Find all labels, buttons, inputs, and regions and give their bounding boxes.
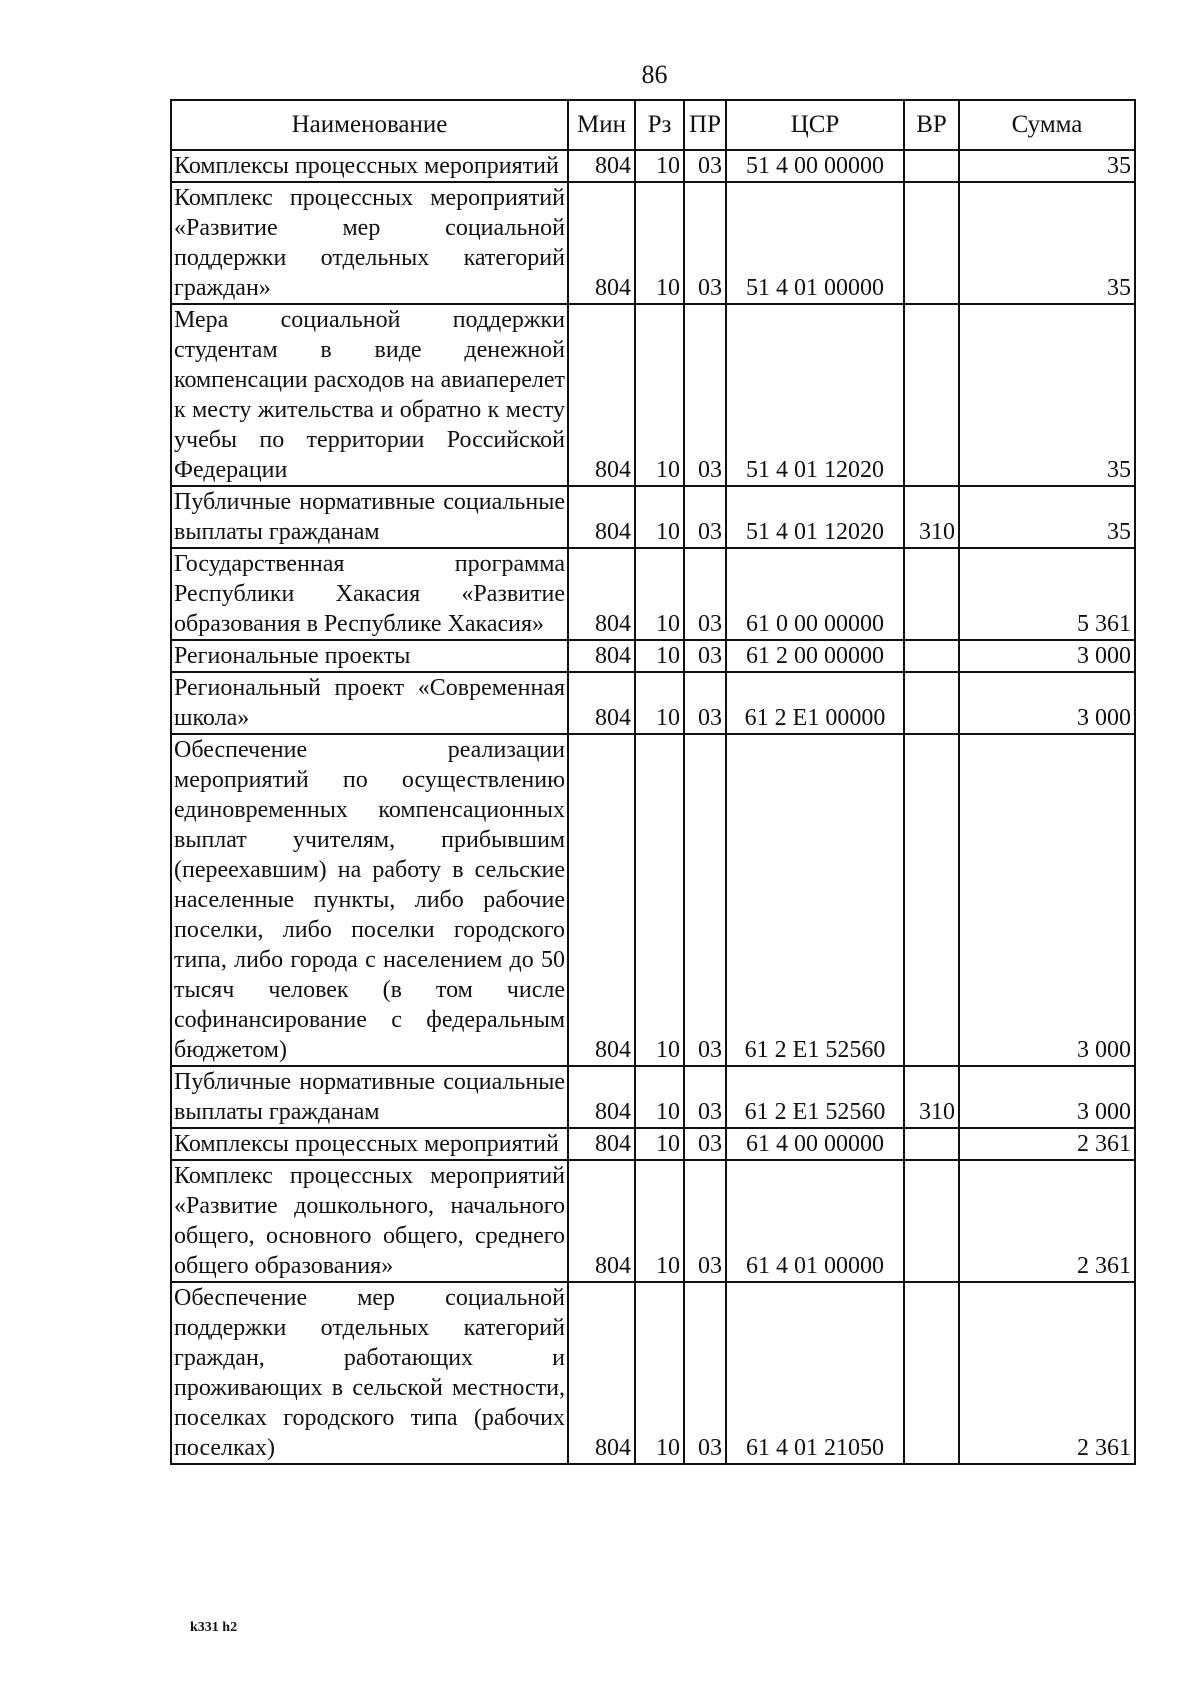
cell-csr: 61 0 00 00000 [726, 548, 904, 640]
cell-name: Обеспечение мер социальной поддержки отдельных категорий граждан, работающих и проживающих в сельской местности, поселках городского типа (рабочих поселках) [171, 1282, 568, 1464]
cell-min: 804 [568, 304, 635, 486]
cell-pr: 03 [684, 304, 726, 486]
table-body [171, 150, 1135, 1464]
cell-rz: 10 [635, 304, 684, 486]
cell-sum: 2 361 [959, 1128, 1135, 1160]
cell-vr [904, 640, 959, 672]
cell-pr: 03 [684, 734, 726, 1066]
header-name: Наименование [171, 100, 568, 150]
table-row [171, 1128, 1135, 1160]
cell-min: 804 [568, 486, 635, 548]
cell-name: Публичные нормативные социальные выплаты гражданам [171, 486, 568, 548]
cell-sum: 5 361 [959, 548, 1135, 640]
cell-pr: 03 [684, 548, 726, 640]
cell-pr: 03 [684, 486, 726, 548]
cell-csr: 61 2 E1 52560 [726, 734, 904, 1066]
cell-min: 804 [568, 1128, 635, 1160]
cell-rz: 10 [635, 640, 684, 672]
table-row [171, 640, 1135, 672]
footer-code: k331 h2 [190, 1620, 238, 1635]
cell-sum: 35 [959, 304, 1135, 486]
cell-csr: 51 4 01 12020 [726, 304, 904, 486]
cell-rz: 10 [635, 486, 684, 548]
cell-vr [904, 182, 959, 304]
table-row [171, 1160, 1135, 1282]
table-row [171, 734, 1135, 1066]
cell-min: 804 [568, 548, 635, 640]
cell-pr: 03 [684, 672, 726, 734]
cell-min: 804 [568, 150, 635, 182]
cell-vr [904, 1160, 959, 1282]
header-csr: ЦСР [726, 100, 904, 150]
table-row [171, 1282, 1135, 1464]
cell-rz: 10 [635, 1066, 684, 1128]
header-vr: ВР [904, 100, 959, 150]
cell-pr: 03 [684, 1128, 726, 1160]
cell-name: Публичные нормативные социальные выплаты гражданам [171, 1066, 568, 1128]
cell-rz: 10 [635, 1128, 684, 1160]
cell-name: Комплексы процессных мероприятий [171, 1128, 568, 1160]
table-header-row [171, 100, 1135, 150]
cell-vr: 310 [904, 1066, 959, 1128]
cell-vr [904, 672, 959, 734]
cell-min: 804 [568, 1282, 635, 1464]
cell-sum: 2 361 [959, 1282, 1135, 1464]
cell-name: Региональный проект «Современная школа» [171, 672, 568, 734]
cell-vr [904, 304, 959, 486]
cell-min: 804 [568, 734, 635, 1066]
cell-pr: 03 [684, 1066, 726, 1128]
page-number: 86 [641, 60, 668, 89]
cell-csr: 61 2 00 00000 [726, 640, 904, 672]
cell-rz: 10 [635, 182, 684, 304]
cell-sum: 3 000 [959, 734, 1135, 1066]
cell-sum: 3 000 [959, 1066, 1135, 1128]
table-row [171, 1066, 1135, 1128]
cell-name: Комплексы процессных мероприятий [171, 150, 568, 182]
cell-min: 804 [568, 182, 635, 304]
cell-vr: 310 [904, 486, 959, 548]
cell-sum: 3 000 [959, 672, 1135, 734]
cell-csr: 61 4 00 00000 [726, 1128, 904, 1160]
cell-pr: 03 [684, 182, 726, 304]
cell-rz: 10 [635, 548, 684, 640]
cell-csr: 51 4 01 12020 [726, 486, 904, 548]
cell-min: 804 [568, 672, 635, 734]
cell-min: 804 [568, 1066, 635, 1128]
table-row [171, 672, 1135, 734]
table-row [171, 304, 1135, 486]
cell-vr [904, 150, 959, 182]
cell-csr: 51 4 01 00000 [726, 182, 904, 304]
cell-name: Региональные проекты [171, 640, 568, 672]
cell-rz: 10 [635, 672, 684, 734]
cell-vr [904, 1128, 959, 1160]
cell-csr: 61 4 01 00000 [726, 1160, 904, 1282]
cell-vr [904, 1282, 959, 1464]
cell-pr: 03 [684, 640, 726, 672]
budget-table [170, 99, 1136, 1465]
header-min: Мин [568, 100, 635, 150]
cell-sum: 35 [959, 150, 1135, 182]
cell-sum: 35 [959, 182, 1135, 304]
cell-sum: 2 361 [959, 1160, 1135, 1282]
cell-name: Комплекс процессных мероприятий «Развитие мер социальной поддержки отдельных категорий граждан» [171, 182, 568, 304]
cell-name: Мера социальной поддержки студентам в виде денежной компенсации расходов на авиаперелет к месту жительства и обратно к месту учебы по территории Российской Федерации [171, 304, 568, 486]
cell-pr: 03 [684, 1160, 726, 1282]
cell-min: 804 [568, 1160, 635, 1282]
table-row [171, 150, 1135, 182]
header-rz: Рз [635, 100, 684, 150]
cell-min: 804 [568, 640, 635, 672]
cell-rz: 10 [635, 1160, 684, 1282]
cell-vr [904, 734, 959, 1066]
header-sum: Сумма [959, 100, 1135, 150]
table-row [171, 182, 1135, 304]
cell-name: Комплекс процессных мероприятий «Развитие дошкольного, начального общего, основного общего, среднего общего образования» [171, 1160, 568, 1282]
cell-sum: 35 [959, 486, 1135, 548]
cell-rz: 10 [635, 150, 684, 182]
cell-vr [904, 548, 959, 640]
cell-sum: 3 000 [959, 640, 1135, 672]
cell-csr: 61 2 E1 00000 [726, 672, 904, 734]
cell-csr: 61 4 01 21050 [726, 1282, 904, 1464]
cell-name: Обеспечение реализации мероприятий по осуществлению единовременных компенсационных выплат учителям, прибывшим (переехавшим) на работу в сельские населенные пункты, либо рабочие поселки, либо поселки городского типа, либо города с населением до 50 тысяч человек (в том числе софинансирование с федеральным бюджетом) [171, 734, 568, 1066]
cell-csr: 61 2 E1 52560 [726, 1066, 904, 1128]
cell-rz: 10 [635, 1282, 684, 1464]
table-row [171, 548, 1135, 640]
cell-rz: 10 [635, 734, 684, 1066]
cell-pr: 03 [684, 1282, 726, 1464]
cell-pr: 03 [684, 150, 726, 182]
cell-csr: 51 4 00 00000 [726, 150, 904, 182]
cell-name: Государственная программа Республики Хакасия «Развитие образования в Республике Хакасия» [171, 548, 568, 640]
header-pr: ПР [684, 100, 726, 150]
table-row [171, 486, 1135, 548]
